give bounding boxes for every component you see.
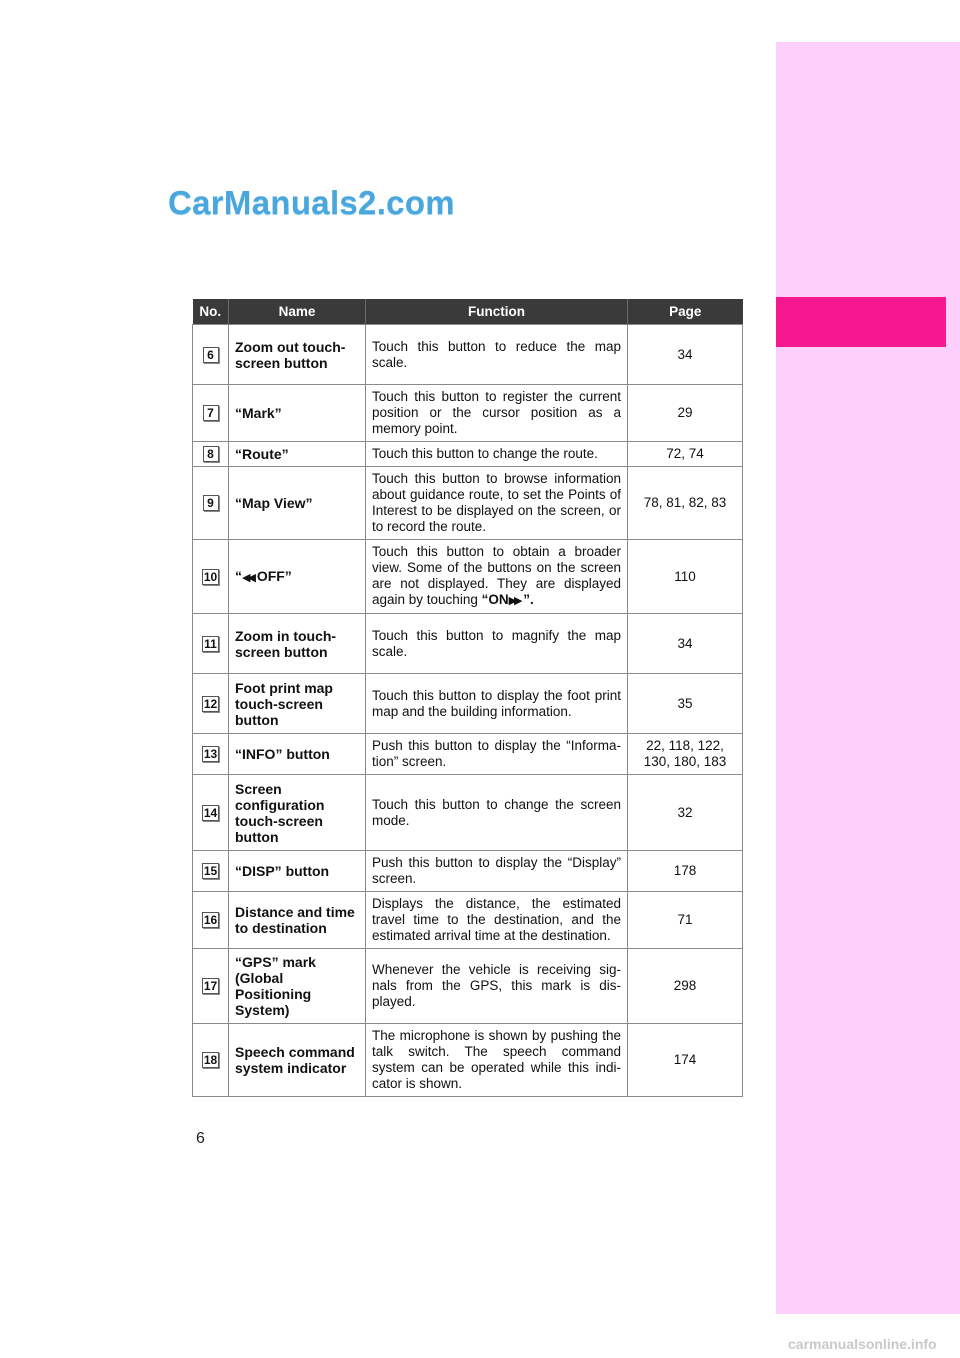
function-table [192,299,743,1097]
open-quote: “ [235,567,242,584]
watermark-logo: CarManuals2.com [168,184,455,221]
row-function-text: Touch this button to obtain a broader view. Some of the buttons on the screen are not displayed. They are displayed again by touching [372,544,621,607]
table-row [193,614,743,674]
row-name: “DISP” button [229,851,366,892]
table-row [193,674,743,734]
row-function: Touch this button to display the foot print map and the building information. [366,674,628,734]
row-page: 35 [628,674,743,734]
row-function: Touch this button to reduce the map scale. [366,325,628,385]
row-page: 34 [628,325,743,385]
row-name: Zoom out touch-screen button [229,325,366,385]
row-page: 71 [628,892,743,949]
row-name: Speech command system indicator [229,1024,366,1097]
row-function: Touch this button to browse information about guidance route, to set the Points of Interest to be displayed on the screen, or to record the route. [366,467,628,540]
row-name: “INFO” button [229,734,366,775]
table-row [193,775,743,851]
row-page: 29 [628,385,743,442]
row-function: Push this button to display the “Informa-tion” screen. [366,734,628,775]
row-number: 9 [203,495,219,511]
row-function: Touch this button to change the route. [366,442,628,467]
header-page: Page [628,299,743,325]
table-row [193,385,743,442]
row-name: “Map View” [229,467,366,540]
row-function: Displays the distance, the estimated travel time to the destination, and the estimated arrival time at the destination. [366,892,628,949]
row-number: 14 [203,805,218,820]
row-name-text: OFF” [256,567,292,584]
row-function: Push this button to display the “Display” screen. [366,851,628,892]
row-name: “Mark” [229,385,366,442]
watermark-footer: carmanualsonline.info [788,1336,937,1352]
row-number: 15 [203,864,218,878]
row-number: 6 [203,347,219,363]
row-page: 298 [628,949,743,1024]
table-row [193,851,743,892]
row-name: “GPS” mark (Global Positioning System) [229,949,366,1024]
row-name: Distance and time to destination [229,892,366,949]
table-row [193,442,743,467]
row-number: 16 [203,913,218,927]
row-number: 11 [204,636,217,651]
header-function: Function [366,299,628,325]
row-number: 10 [203,569,218,584]
table-header-row [193,299,743,325]
table-row [193,325,743,385]
row-function: Whenever the vehicle is receiving sig-nals from the GPS, this mark is dis-played. [366,949,628,1024]
table-row [193,467,743,540]
row-function [366,540,628,614]
close-quote: ”. [523,592,534,607]
row-function: Touch this button to magnify the map scale. [366,614,628,674]
on-label: “ON [481,592,509,607]
table-row [193,1024,743,1097]
row-name: Zoom in touch-screen button [229,614,366,674]
row-number: 8 [203,446,219,462]
row-function: Touch this button to register the current position or the cursor position as a memory point. [366,385,628,442]
row-number: 12 [203,696,218,711]
row-name [229,540,366,614]
row-page: 34 [628,614,743,674]
fast-forward-icon: ▶▶ [508,595,520,607]
row-name: Foot print map touch-screen button [229,674,366,734]
row-number: 18 [203,1053,218,1067]
row-page: 78, 81, 82, 83 [628,467,743,540]
row-number: 7 [203,405,219,421]
table-row [193,540,743,614]
section-tab-marker [776,297,946,347]
table-row [193,949,743,1024]
row-page: 22, 118, 122, 130, 180, 183 [628,734,743,775]
row-function: The microphone is shown by pushing the talk switch. The speech command system can be operated while this indi-cator is shown. [366,1024,628,1097]
row-page: 32 [628,775,743,851]
side-color-strip [776,42,960,1314]
row-number: 13 [203,747,218,761]
row-page: 174 [628,1024,743,1097]
header-no: No. [193,299,229,325]
page-number: 6 [196,1130,205,1147]
row-number: 17 [203,979,218,993]
row-function: Touch this button to change the screen mode. [366,775,628,851]
row-page: 178 [628,851,743,892]
table-row [193,892,743,949]
row-page: 110 [628,540,743,614]
row-page: 72, 74 [628,442,743,467]
rewind-icon: ◀◀ [242,571,253,584]
row-name: “Route” [229,442,366,467]
table-row [193,734,743,775]
row-name: Screen configuration touch-screen button [229,775,366,851]
header-name: Name [229,299,366,325]
